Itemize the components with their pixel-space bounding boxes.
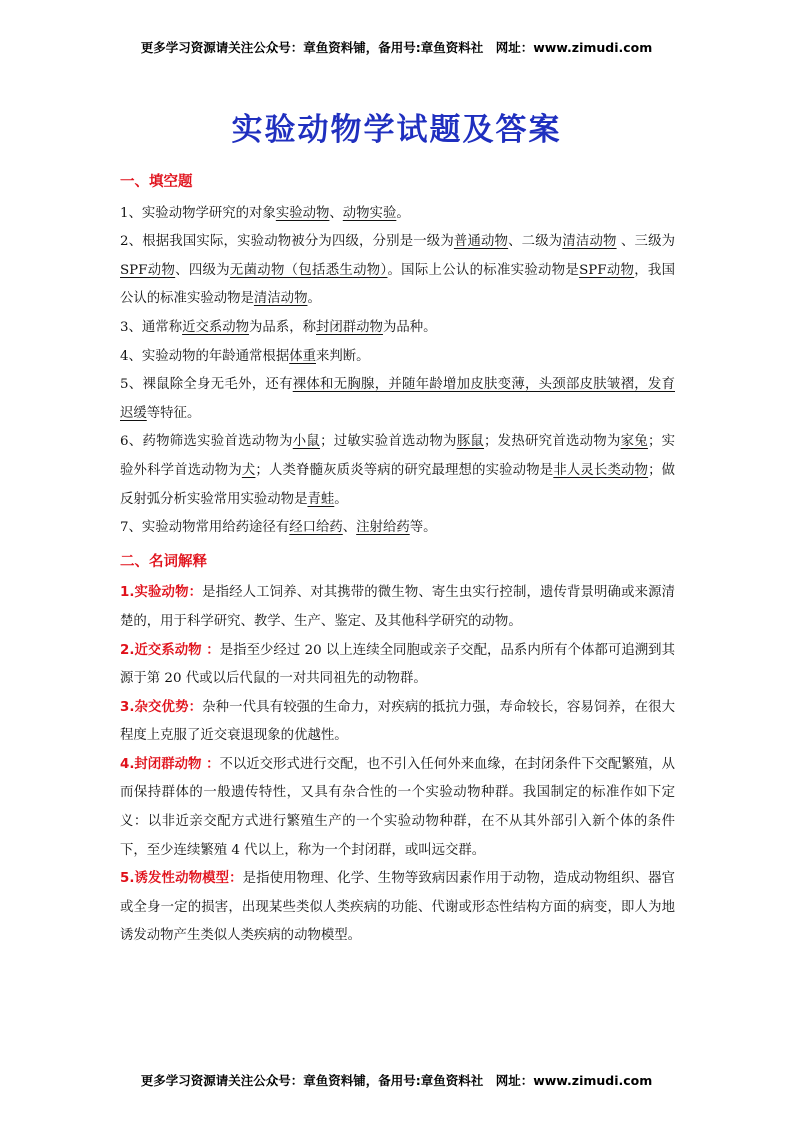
definition-4: 4.封闭群动物 ：不以近交形式进行交配，也不引入任何外来血缘，在封闭条件下交配繁殖，从而保持群体的一般遗传特性，又具有杂合性的一个实验动物种群。我国制定的标准作如下定义：以非近亲交配方式进行繁殖生产的一个实验动物种群，在不从其外部引入新个体的条件下，至少连续繁殖 4 代以上，称为一个封闭群，或叫远交群。 (120, 756, 675, 858)
footer-banner: 更多学习资源请关注公众号：章鱼资料铺，备用号:章鱼资料社 网址：www.zimudi.com (140, 1073, 653, 1088)
question-3: 3、通常称近交系动物为品系，称封闭群动物为品种。 (120, 319, 437, 335)
definition-3: 3.杂交优势：杂种一代具有较强的生命力，对疾病的抵抗力强，寿命较长，容易饲养，在很大程度上克服了近交衰退现象的优越性。 (120, 699, 676, 744)
question-5: 5、裸鼠除全身无毛外，还有裸体和无胸腺，并随年龄增加皮肤变薄，头颈部皮肤皱褶，发育迟缓等特征。 (120, 377, 675, 421)
definition-term: 5.诱发性动物模型： (120, 871, 243, 887)
definition-term: 3.杂交优势： (120, 699, 203, 715)
definition-2: 2.近交系动物 ：是指至少经过 20 以上连续全同胞或亲子交配，品系内所有个体都可追溯到其源于第 20 代或以后代鼠的一对共同祖先的动物群。 (120, 642, 675, 687)
question-7: 7、实验动物常用给药途径有经口给药、注射给药等。 (120, 520, 437, 536)
question-2: 2、根据我国实际，实验动物被分为四级，分别是一级为普通动物、二级为清洁动物 、三级为SPF动物、四级为无菌动物（包括悉生动物）。国际上公认的标准实验动物是SPF动物，我国公认的标准实验动物是清洁动物。 (120, 234, 676, 307)
document-body (120, 168, 675, 951)
definition-term: 4.封闭群动物 ： (120, 756, 220, 772)
question-1: 1、实验动物学研究的对象实验动物、动物实验。 (120, 205, 410, 221)
section-heading-definitions: 二、名词解释 (120, 553, 207, 570)
question-4: 4、实验动物的年龄通常根据体重来判断。 (120, 348, 370, 364)
section-heading-fill-blank: 一、填空题 (120, 174, 193, 190)
header-banner: 更多学习资源请关注公众号：章鱼资料铺，备用号:章鱼资料社 网址：www.zimudi.com (140, 40, 653, 55)
question-6: 6、药物筛选实验首选动物为小鼠；过敏实验首选动物为豚鼠；发热研究首选动物为家兔；实验外科学首选动物为犬；人类脊髓灰质炎等病的研究最理想的实验动物是非人灵长类动物；做反射弧分析实验常用实验动物是青蛙。 (120, 434, 676, 507)
definition-1: 1.实验动物：是指经人工饲养、对其携带的微生物、寄生虫实行控制，遗传背景明确或来源清楚的，用于科学研究、教学、生产、鉴定、及其他科学研究的动物。 (120, 585, 676, 629)
page-title: 实验动物学试题及答案 (231, 112, 562, 148)
definition-term: 2.近交系动物 ： (120, 642, 220, 658)
definition-5: 5.诱发性动物模型：是指使用物理、化学、生物等致病因素作用于动物，造成动物组织、器官或全身一定的损害，出现某些类似人类疾病的功能、代谢或形态性结构方面的病变，即人为地诱发动物产生类似人类疾病的动物模型。 (120, 871, 676, 944)
definition-term: 1.实验动物： (120, 585, 203, 601)
